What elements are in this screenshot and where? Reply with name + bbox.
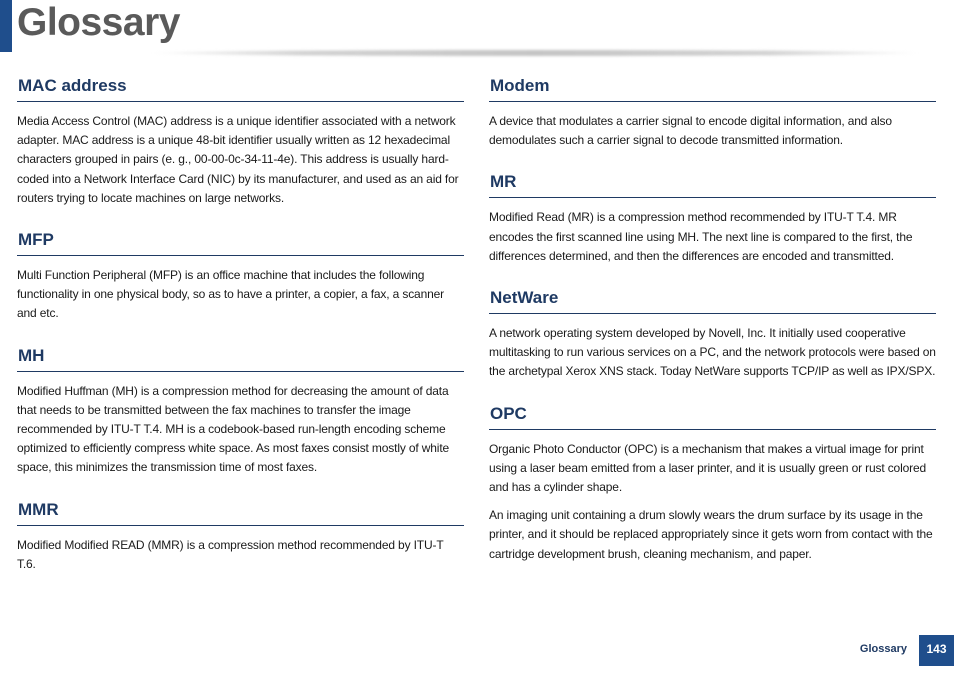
right-column [489, 75, 936, 564]
glossary-entry-netware [489, 287, 936, 382]
entry-heading: NetWare [489, 287, 936, 314]
entry-heading: MAC address [17, 75, 464, 102]
entry-definition: Organic Photo Conductor (OPC) is a mechanism that makes a virtual image for print using a laser beam emitted from a laser printer, and it is usually green or rust colored and has a cylinder shape. [489, 441, 927, 495]
entry-heading: MR [489, 171, 936, 198]
entry-heading: OPC [489, 403, 936, 430]
glossary-entry-mac-address [17, 75, 464, 208]
glossary-entry-mfp [17, 229, 464, 324]
entry-heading: MH [17, 345, 464, 372]
page-number-badge: 143 [919, 635, 954, 666]
footer-section-label: Glossary [859, 643, 907, 655]
entry-heading: MFP [17, 229, 464, 256]
entry-definition: Media Access Control (MAC) address is a unique identifier associated with a network adapter. MAC address is a unique 48-bit identifier usually written as 12 hexadecimal characters grouped in pairs (e. g., 00-00-0c-34-11-4e). This address is usually hard-coded into a Network Interface Card (NIC) by its manufacturer, and used as an aid for routers trying to locate machines on large networks. [17, 114, 459, 205]
entry-definition: Modified Read (MR) is a compression method recommended by ITU-T T.4. MR encodes the first scanned line using MH. The next line is compared to the first, the differences determined, and then the differences are encoded and transmitted. [489, 210, 913, 263]
entry-definition: A device that modulates a carrier signal to encode digital information, and also demodulates such a carrier signal to decode transmitted information. [489, 114, 892, 148]
title-divider [150, 50, 920, 56]
glossary-entry-opc [489, 403, 936, 564]
glossary-entry-mmr [17, 499, 464, 574]
glossary-entry-mh [17, 345, 464, 478]
glossary-entry-mr [489, 171, 936, 266]
left-column [17, 75, 464, 574]
title-accent-bar [0, 0, 12, 52]
entry-heading: Modem [489, 75, 936, 102]
entry-definition: Modified Huffman (MH) is a compression method for decreasing the amount of data that needs to be transmitted between the fax machines to transfer the image recommended by ITU-T T.4. MH is a codebook-based run-length encoding scheme optimized to efficiently compress white space. As most faxes consist mostly of white space, this minimizes the transmission time of most faxes. [17, 383, 450, 475]
entry-definition: Multi Function Peripheral (MFP) is an office machine that includes the following functionality in one physical body, so as to have a printer, a copier, a fax, a scanner and etc. [17, 268, 444, 321]
entry-heading: MMR [17, 499, 464, 526]
entry-definition: Modified Modified READ (MMR) is a compression method recommended by ITU-T T.6. [17, 537, 444, 571]
page-title: Glossary [17, 1, 180, 44]
entry-definition: A network operating system developed by Novell, Inc. It initially used cooperative multitasking to run various services on a PC, and the network protocols were based on the archetypal Xerox XNS stack. Today NetWare supports TCP/IP as well as IPX/SPX. [489, 326, 936, 379]
entry-definition: An imaging unit containing a drum slowly wears the drum surface by its usage in the printer, and it should be replaced appropriately since it gets worn from contact with the cartridge development brush, cleaning mechanism, and paper. [489, 508, 933, 561]
glossary-entry-modem [489, 75, 936, 150]
